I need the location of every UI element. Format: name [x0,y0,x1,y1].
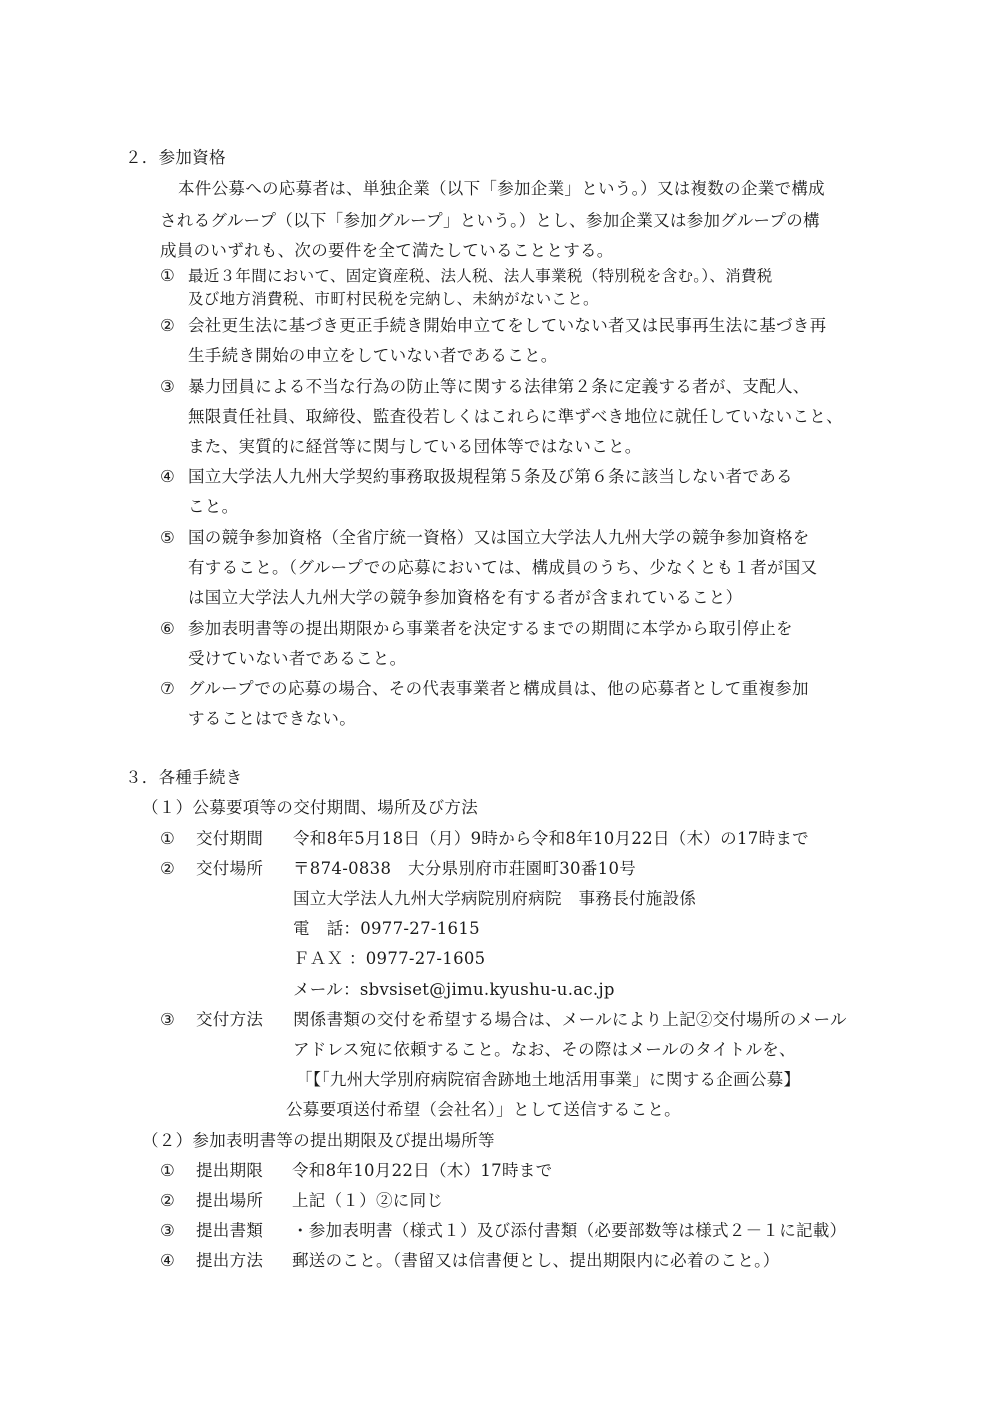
sub1-item-1-num: ① [160,829,176,848]
sub1-item-2-line-2: 国立大学法人九州大学病院別府病院 事務長付施設係 [293,889,697,908]
phone-line: 電 話：0977-27-1615 [293,919,480,938]
item-3-line-1: 暴力団員による不当な行為の防止等に関する法律第２条に定義する者が、支配人、 [188,377,810,396]
item-3-line-3: また、実質的に経営等に関与している団体等ではないこと。 [188,437,642,456]
sub1-item-3-line-4: 公募要項送付希望（会社名）」として送信すること。 [286,1100,681,1119]
sub1-item-3-line-1: 関係書類の交付を希望する場合は、メールにより上記②交付場所のメール [293,1010,847,1029]
item-1-line-1: 最近３年間において、固定資産税、法人税、法人事業税（特別税を含む。）、消費税 [188,267,773,285]
item-2-line-2: 生手続き開始の申立をしていない者であること。 [188,346,558,365]
sub1-item-1-value: 令和8年5月18日（月）9時から令和8年10月22日（木）の17時まで [293,829,809,848]
sub2-item-3-label: 提出書類 [196,1221,264,1240]
sub2-item-2-num: ② [160,1191,176,1210]
sub2-item-1-num: ① [160,1161,176,1180]
sub2-item-2-label: 提出場所 [196,1191,264,1210]
item-2-num: ② [160,316,176,335]
item-5-line-3: は国立大学法人九州大学の競争参加資格を有する者が含まれていること） [188,588,743,607]
intro-line-2: されるグループ（以下「参加グループ」という。）とし、参加企業又は参加グループの構 [160,211,820,230]
fax-line: ＦＡＸ ：0977-27-1605 [293,949,486,968]
item-6-num: ⑥ [160,619,176,638]
sub2-item-4-label: 提出方法 [196,1251,264,1270]
item-7-line-2: することはできない。 [188,709,356,728]
sub2-item-3-num: ③ [160,1221,176,1240]
item-3-line-2: 無限責任社員、取締役、監査役若しくはこれらに準ずべき地位に就任していないこと、 [188,407,843,426]
section-2-heading: ２．参加資格 [125,148,226,167]
item-1-num: ① [160,266,176,285]
email-line: メール：sbvsiset@jimu.kyushu-u.ac.jp [293,980,615,999]
section-3-heading: ３．各種手続き [125,768,243,787]
intro-line-3: 成員のいずれも、次の要件を全て満たしていることとする。 [160,241,614,260]
item-6-line-1: 参加表明書等の提出期限から事業者を決定するまでの期間に本学から取引停止を [188,619,793,638]
item-4-line-2: こと。 [188,497,239,516]
sub1-item-3-line-3: 「【「九州大学別府病院宿舎跡地土地活用事業」に関する企画公募】 [296,1070,801,1089]
intro-line-1: 本件公募への応募者は、単独企業（以下「参加企業」という。）又は複数の企業で構成 [178,179,825,198]
sub1-item-2-label: 交付場所 [196,859,264,878]
sub2-item-4-num: ④ [160,1251,176,1270]
sub2-item-1-value: 令和8年10月22日（木）17時まで [292,1161,553,1180]
item-4-num: ④ [160,467,176,486]
sub2-item-3-value: ・参加表明書（様式１）及び添付書類（必要部数等は様式２－１に記載） [292,1221,847,1240]
subsection-1-heading: （１）公募要項等の交付期間、場所及び方法 [142,798,478,817]
item-3-num: ③ [160,377,176,396]
sub2-item-2-value: 上記（１）②に同じ [292,1191,444,1210]
item-7-num: ⑦ [160,679,176,698]
sub1-item-1-label: 交付期間 [196,829,264,848]
sub1-item-3-line-2: アドレス宛に依頼すること。なお、その際はメールのタイトルを、 [293,1040,796,1059]
sub1-item-2-line-1: 〒874-0838 大分県別府市荘園町30番10号 [293,859,637,878]
item-5-line-1: 国の競争参加資格（全省庁統一資格）又は国立大学法人九州大学の競争参加資格を [188,528,810,547]
item-6-line-2: 受けていない者であること。 [188,649,407,668]
item-2-line-1: 会社更生法に基づき更正手続き開始申立てをしていない者又は民事再生法に基づき再 [188,316,827,335]
subsection-2-heading: （２）参加表明書等の提出期限及び提出場所等 [142,1131,495,1150]
sub1-item-3-num: ③ [160,1010,176,1029]
item-1-line-2: 及び地方消費税、市町村民税を完納し、未納がないこと。 [188,290,599,308]
sub1-item-3-label: 交付方法 [196,1010,264,1029]
item-5-line-2: 有すること。（グループでの応募においては、構成員のうち、少なくとも１者が国又 [188,558,818,577]
sub1-item-2-num: ② [160,859,176,878]
item-5-num: ⑤ [160,528,176,547]
sub2-item-1-label: 提出期限 [196,1161,264,1180]
sub2-item-4-value: 郵送のこと。（書留又は信書便とし、提出期限内に必着のこと。） [292,1251,780,1270]
item-7-line-1: グループでの応募の場合、その代表事業者と構成員は、他の応募者として重複参加 [188,679,809,698]
item-4-line-1: 国立大学法人九州大学契約事務取扱規程第５条及び第６条に該当しない者である [188,467,793,486]
